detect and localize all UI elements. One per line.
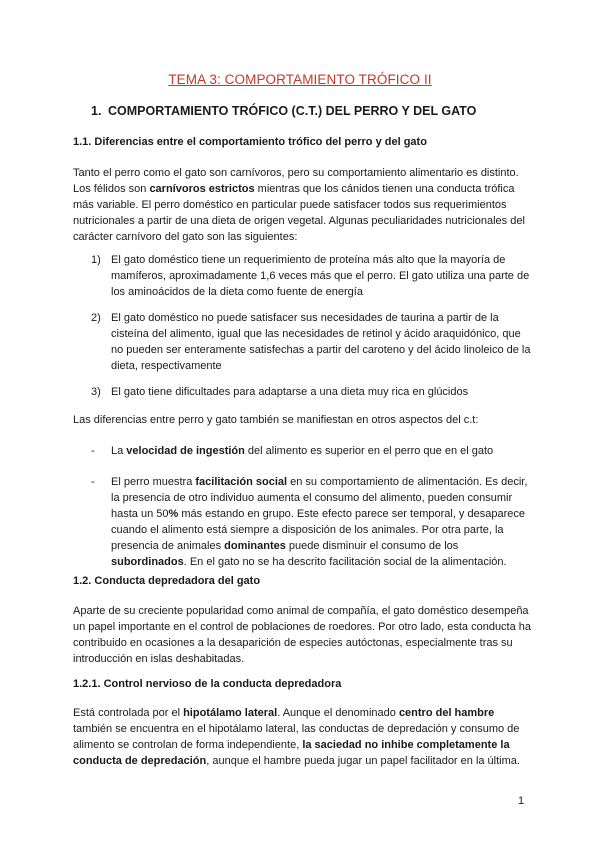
- text-run: del alimento es superior en el perro que en el gato: [244, 445, 494, 457]
- bullet-marker: -: [91, 476, 95, 488]
- section-1-2-1-paragraph: [73, 705, 533, 769]
- bullet-marker: -: [91, 445, 95, 457]
- text-run: mientras que los cánidos tienen una conducta trófica más variable. El perro doméstico en particular puede satisfacer todos sus requerimientos nutricionales a partir de una dieta de origen vegetal. Algunas peculiaridades nutricionales del carácter carnívoro del gato son las siguientes:: [73, 183, 525, 243]
- text-run: más estando en grupo. Este efecto parece ser temporal, y desaparece cuando el alimento está siempre a disposición de los animales. Por otra parte, la presencia de animales: [111, 508, 525, 552]
- bold-run: la saciedad no inhibe completamente la conducta de depredación: [73, 739, 510, 767]
- list-marker: 1): [91, 254, 101, 266]
- list-item-text: El gato tiene dificultades para adaptarse a una dieta muy rica en glúcidos: [111, 386, 469, 398]
- section-1-1-paragraph-2: Las diferencias entre perro y gato también se manifiestan en otros aspectos del c.t:: [73, 414, 479, 426]
- bold-run: hipotálamo lateral: [183, 707, 278, 719]
- bold-run: velocidad de ingestión: [126, 445, 245, 457]
- list-item-text: El gato doméstico no puede satisfacer sus necesidades de taurina a partir de la cisteína del alimento, igual que las necesidades de retinol y ácido araquidónico, que no pueden ser enteramente satisfechas a partir del caroteno y del ácido linoleico de la dieta, respectivamente: [111, 312, 531, 372]
- section-1-1-heading: 1.1. Diferencias entre el comportamiento trófico del perro y del gato: [73, 136, 427, 148]
- text-run: puede disminuir el consumo de los: [285, 540, 459, 552]
- text-run: . Aunque el denominado: [277, 707, 399, 719]
- document-title: TEMA 3: COMPORTAMIENTO TRÓFICO II: [168, 72, 432, 87]
- section-1-number: 1.: [91, 104, 102, 118]
- text-run: , aunque el hambre pueda jugar un papel facilitador en la última.: [206, 755, 520, 767]
- text-run: El perro muestra: [111, 476, 196, 488]
- section-1-2-paragraph: Aparte de su creciente popularidad como animal de compañía, el gato doméstico desempeña un papel importante en el control de poblaciones de roedores. Por otro lado, esta conducta ha contribuido en ocasiones a la desaparición de especies autóctonas, especialmente tras su introducción en islas deshabitadas.: [73, 605, 532, 665]
- bold-run: centro del hambre: [398, 707, 495, 719]
- list-marker: 2): [91, 312, 101, 324]
- text-run: Tanto el perro como el gato son carnívoros, pero su comportamiento alimentario es distinto. Los félidos son: [73, 167, 519, 195]
- bold-run: %: [168, 508, 179, 520]
- bold-run: carnívoros estrictos: [149, 183, 255, 195]
- section-1-1-paragraph-1: [73, 165, 533, 245]
- bullet-item-text: [111, 474, 533, 570]
- text-run: La: [111, 445, 127, 457]
- section-1-2-1-heading: 1.2.1. Control nervioso de la conducta depredadora: [73, 678, 342, 690]
- section-1-heading: [91, 104, 476, 118]
- bold-run: dominantes: [224, 540, 286, 552]
- section-1-label: COMPORTAMIENTO TRÓFICO (C.T.) DEL PERRO Y DEL GATO: [108, 104, 477, 118]
- text-run: Está controlada por el: [73, 707, 184, 719]
- list-item-text: El gato doméstico tiene un requerimiento de proteína más alto que la mayoría de mamíferos, aproximadamente 1,6 veces más que el perro. El gato utiliza una parte de los aminoácidos de la dieta como fuente de energía: [111, 254, 530, 298]
- page-number: 1: [518, 795, 525, 807]
- text-run: en su comportamiento de alimentación. Es decir, la presencia de otro individuo aumenta el consumo del alimento, pueden consumir hasta un 50: [111, 476, 528, 520]
- section-1-2-heading: 1.2. Conducta depredadora del gato: [73, 575, 261, 587]
- text-run: . En el gato no se ha descrito facilitación social de la alimentación.: [183, 556, 507, 568]
- text-run: también se encuentra en el hipotálamo lateral, las conductas de depredación y consumo de alimento se controlan de forma independiente,: [73, 723, 520, 751]
- bold-run: facilitación social: [195, 476, 288, 488]
- list-marker: 3): [91, 386, 101, 398]
- bullet-item-text: [111, 443, 533, 459]
- bold-run: subordinados: [111, 556, 184, 568]
